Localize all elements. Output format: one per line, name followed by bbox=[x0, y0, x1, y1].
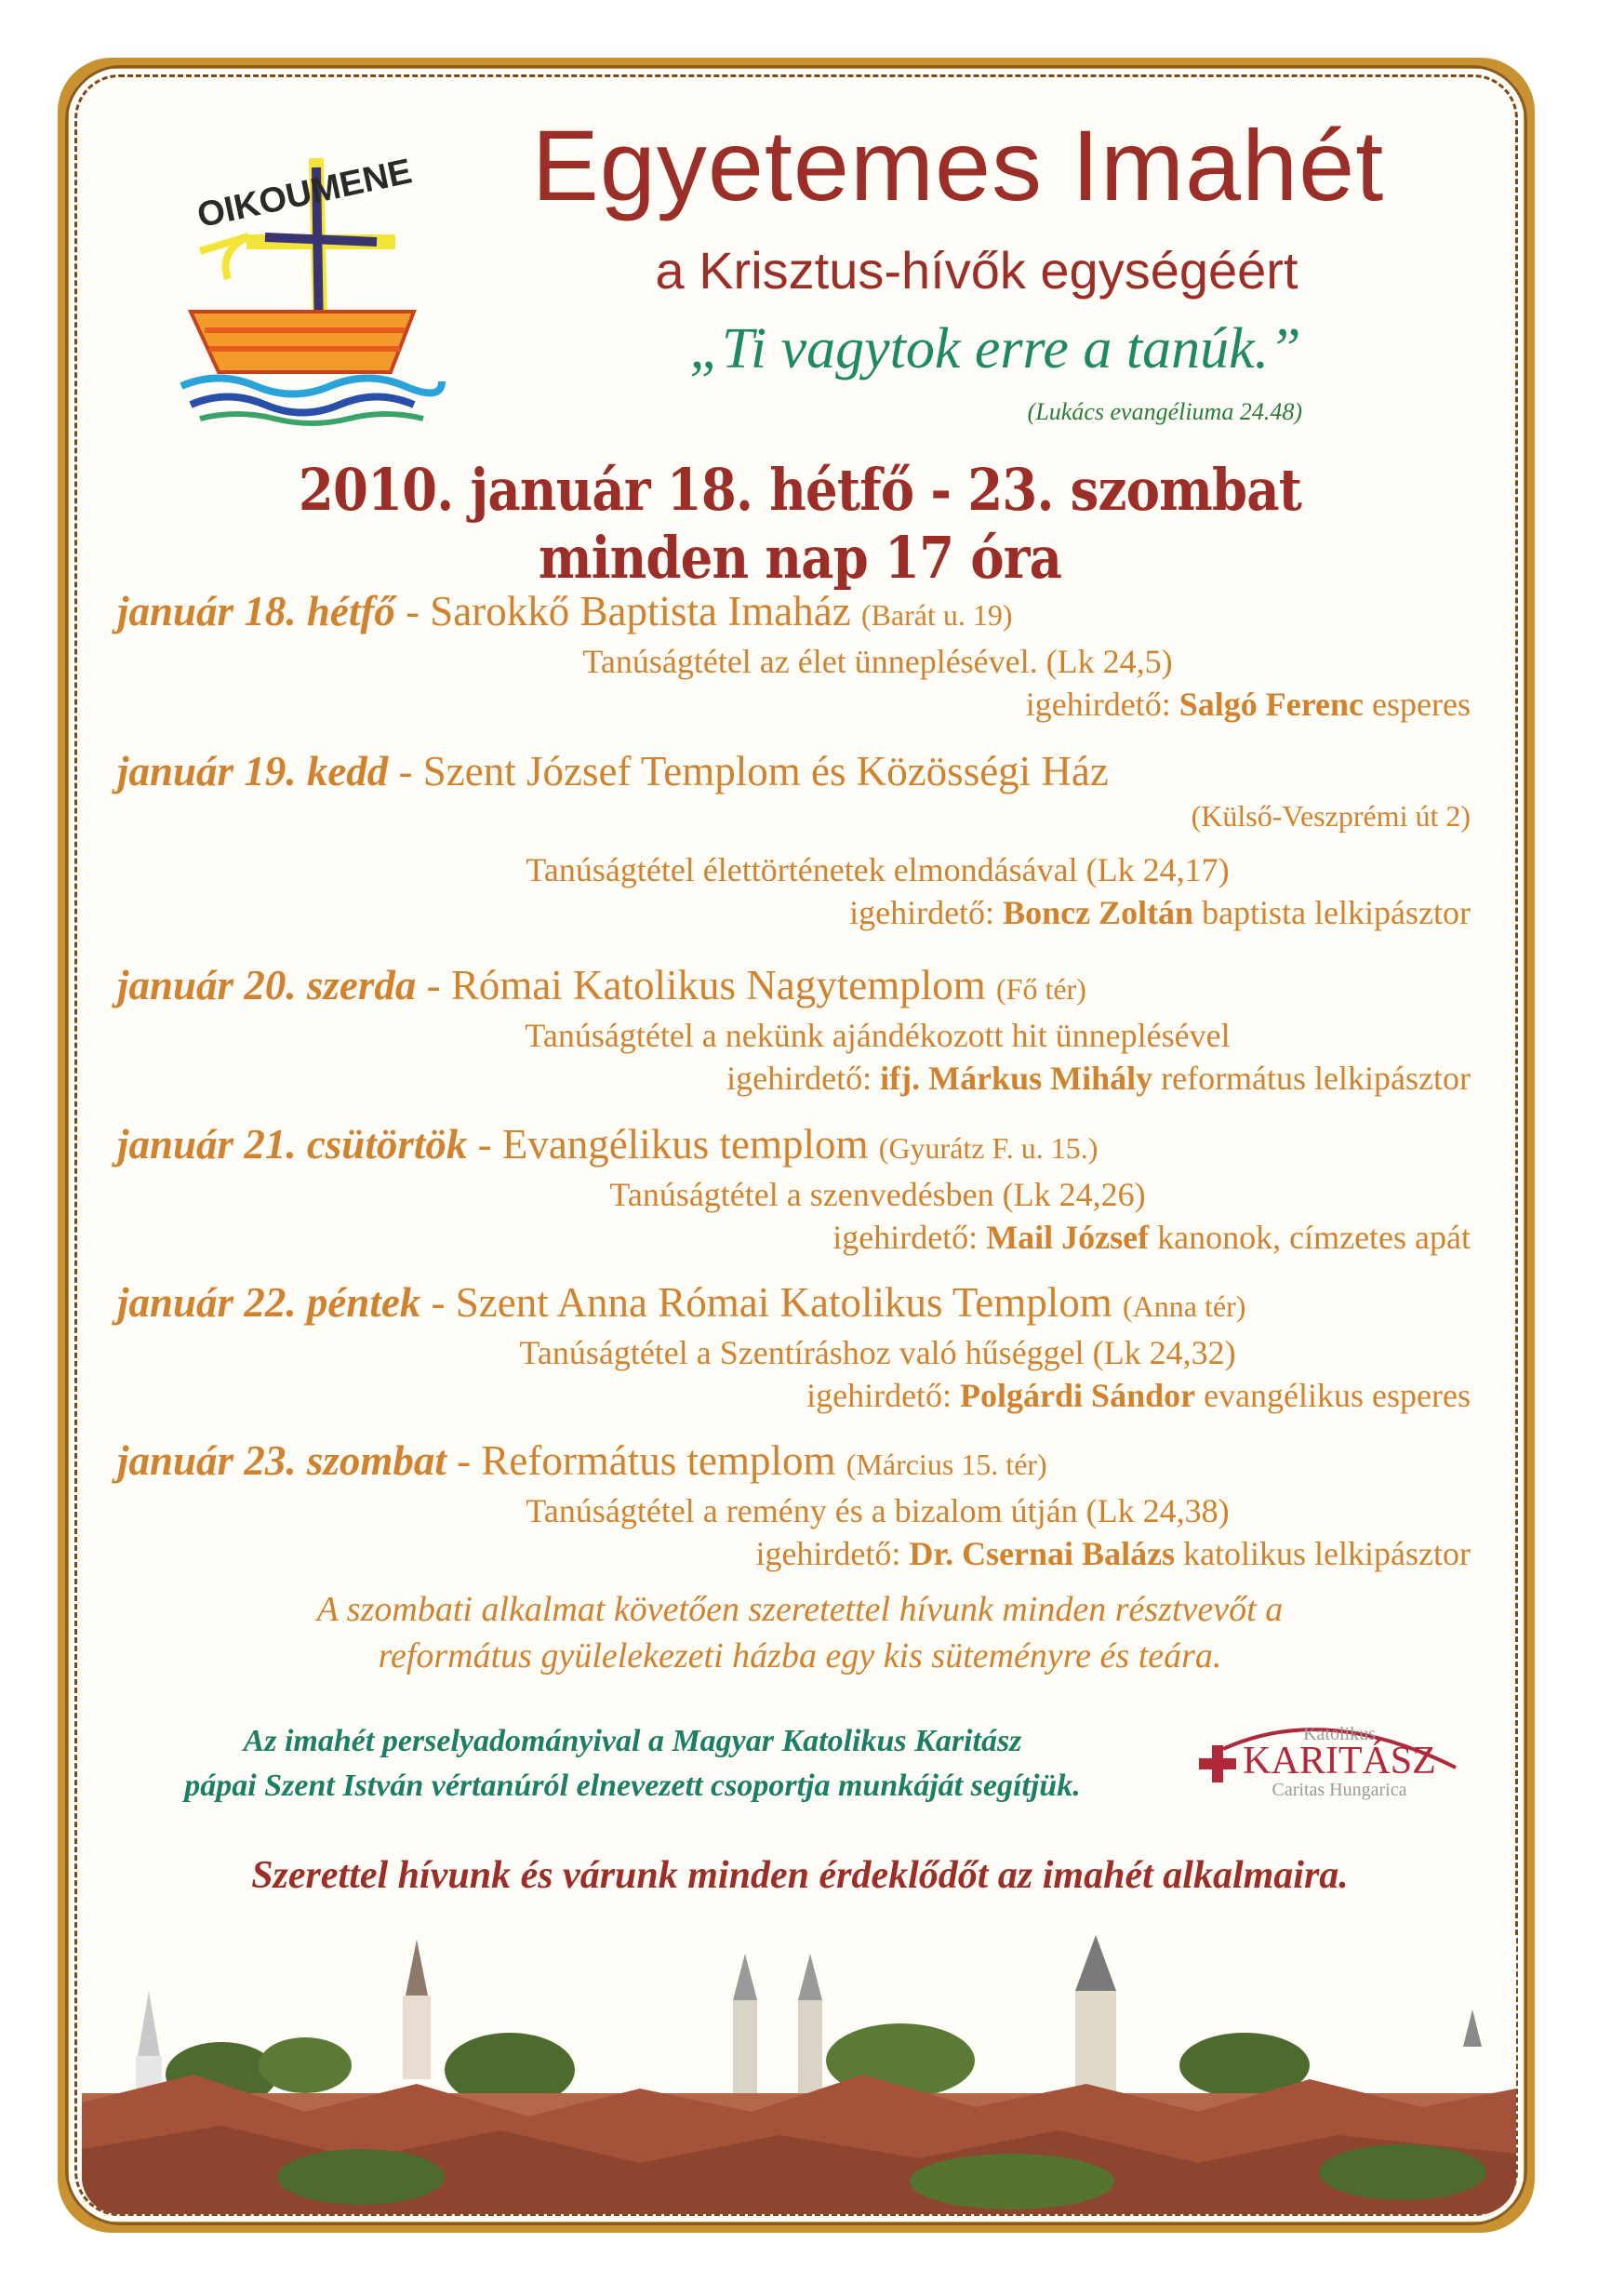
event-location: - Szent József Templom és Közösségi Ház bbox=[388, 748, 1109, 794]
event-preacher: igehirdető: ifj. Márkus Mihály református lelkipásztor bbox=[726, 1060, 1471, 1097]
event-theme: Tanúságtétel az élet ünneplésével. (Lk 24,5) bbox=[582, 643, 1173, 680]
event-address: (Külső-Veszprémi út 2) bbox=[1191, 799, 1471, 833]
event-item bbox=[117, 1277, 1471, 1417]
event-location: - Szent Anna Római Katolikus Templom bbox=[420, 1279, 1112, 1326]
donation-note: Az imahét perselyadományival a Magyar Katolikus Karitász pápai Szent István vértanúról elnevezett csoportja munkáját segítjük. bbox=[184, 1724, 1081, 1803]
city-skyline-image bbox=[82, 1935, 1516, 2214]
event-location: - Római Katolikus Nagytemplom bbox=[416, 962, 986, 1008]
event-theme: Tanúságtétel a nekünk ajándékozott hit ünneplésével bbox=[525, 1017, 1231, 1054]
bible-quote: „Ti vagytok erre a tanúk.” bbox=[689, 317, 1301, 380]
page-subtitle: a Krisztus-hívők egységéért bbox=[655, 241, 1298, 300]
page-title: Egyetemes Imahét bbox=[531, 109, 1385, 221]
event-address: (Fő tér) bbox=[996, 972, 1086, 1006]
event-theme: Tanúságtétel élettörténetek elmondásával (Lk 24,17) bbox=[526, 851, 1230, 888]
caritas-logo bbox=[1186, 1712, 1465, 1809]
svg-text:Caritas Hungarica: Caritas Hungarica bbox=[1272, 1780, 1407, 1800]
event-theme: Tanúságtétel a remény és a bizalom útján (Lk 24,38) bbox=[526, 1492, 1230, 1529]
event-day: január 22. péntek bbox=[117, 1279, 421, 1326]
event-item bbox=[117, 746, 1471, 934]
event-day: január 21. csütörtök bbox=[117, 1121, 468, 1168]
event-day: január 19. kedd bbox=[117, 748, 389, 794]
event-item bbox=[117, 960, 1471, 1100]
event-day: január 20. szerda bbox=[117, 962, 417, 1008]
bible-quote-reference: (Lukács evangéliuma 24.48) bbox=[1027, 398, 1302, 425]
event-preacher: igehirdető: Salgó Ferenc esperes bbox=[1025, 686, 1471, 723]
event-item bbox=[117, 1435, 1471, 1575]
event-location: - Sarokkő Baptista Imaház bbox=[394, 588, 851, 634]
event-preacher: igehirdető: Boncz Zoltán baptista lelkipásztor bbox=[849, 894, 1471, 931]
oikoumene-logo bbox=[163, 140, 451, 428]
event-preacher: igehirdető: Mail József kanonok, címzetes apát bbox=[832, 1219, 1471, 1256]
event-address: (Gyurátz F. u. 15.) bbox=[878, 1131, 1099, 1165]
closing-invitation: Szerettel hívunk és várunk minden érdeklődőt az imahét alkalmaira. bbox=[251, 1854, 1349, 1897]
event-preacher: igehirdető: Dr. Csernai Balázs katolikus lelkipásztor bbox=[755, 1535, 1471, 1572]
event-address: (Anna tér) bbox=[1123, 1289, 1246, 1323]
event-address: (Barát u. 19) bbox=[860, 598, 1013, 632]
event-day: január 23. szombat bbox=[117, 1437, 446, 1484]
event-address: (Március 15. tér) bbox=[846, 1448, 1047, 1481]
event-dates: 2010. január 18. hétfő - 23. szombat minden nap 17 óra bbox=[298, 456, 1302, 592]
event-location: - Református templom bbox=[446, 1437, 836, 1484]
event-item bbox=[117, 1119, 1471, 1259]
event-theme: Tanúságtétel a szenvedésben (Lk 24,26) bbox=[609, 1176, 1146, 1213]
event-day: január 18. hétfő bbox=[117, 588, 395, 634]
event-item bbox=[117, 586, 1471, 726]
saturday-invitation: A szombati alkalmat követően szeretettel hívunk minden résztvevőt a református gyülelekezeti házba egy kis süteményre és teára. bbox=[316, 1590, 1284, 1675]
event-location: - Evangélikus templom bbox=[467, 1121, 869, 1168]
oikoumene-logo-text: OIKOUMENE bbox=[193, 152, 416, 236]
svg-text:Katolikus: Katolikus bbox=[1303, 1724, 1376, 1744]
event-theme: Tanúságtétel a Szentíráshoz való hűséggel (Lk 24,32) bbox=[519, 1334, 1236, 1371]
svg-text:KARITÁSZ: KARITÁSZ bbox=[1243, 1740, 1436, 1782]
event-preacher: igehirdető: Polgárdi Sándor evangélikus esperes bbox=[806, 1377, 1471, 1414]
